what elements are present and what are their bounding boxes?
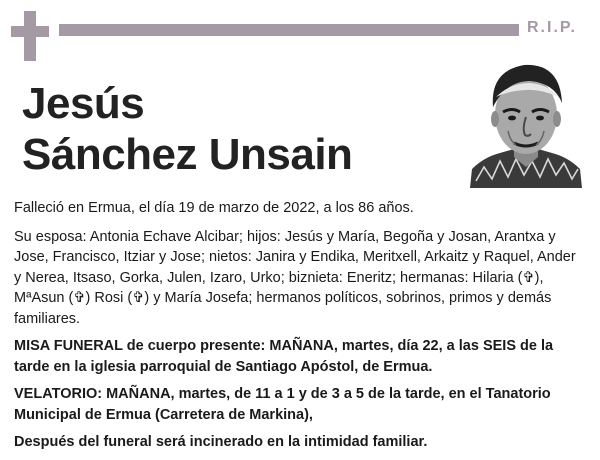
cross-icon	[11, 11, 49, 61]
cremation-notice: Después del funeral será incinerado en la intimidad familiar.	[14, 434, 428, 450]
rip-label: R.I.P.	[527, 19, 577, 36]
funeral-notice: MISA FUNERAL de cuerpo presente: MAÑANA, martes, día 22, a las SEIS de la tarde en la iglesia parroquial de Santiago Apóstol, de Ermua.	[14, 338, 554, 375]
death-notice: Falleció en Ermua, el día 19 de marzo de 2022, a los 86 años.	[14, 200, 414, 216]
deceased-last-names: Sánchez Unsain	[22, 130, 353, 179]
deceased-name	[22, 78, 352, 180]
wake-notice: VELATORIO: MAÑANA, martes, de 11 a 1 y de 3 a 5 de la tarde, en el Tanatorio Municipal de Ermua (Carretera de Markina),	[14, 386, 551, 423]
family-list: Su esposa: Antonia Echave Alcibar; hijos: Jesús y María, Begoña y Josan, Arantxa y Jose, Francisco, Itziar y Jose; nietos: Janira y Endika, Meritxell, Arkaitz y Raquel, Ander y Nerea, Itsaso, Gorka, Julen, Izaro, Urko; biznieta: Eneritz; hermanas: Hilaria (✞), MªAsun (✞) Rosi (✞) y María Josefa; hermanos políticos, sobrinos, primos y demás familiares.	[14, 228, 576, 327]
deceased-first-name: Jesús	[22, 79, 145, 128]
deceased-portrait-photo	[470, 57, 582, 188]
header-rule	[59, 24, 519, 36]
obituary-body	[14, 198, 586, 460]
